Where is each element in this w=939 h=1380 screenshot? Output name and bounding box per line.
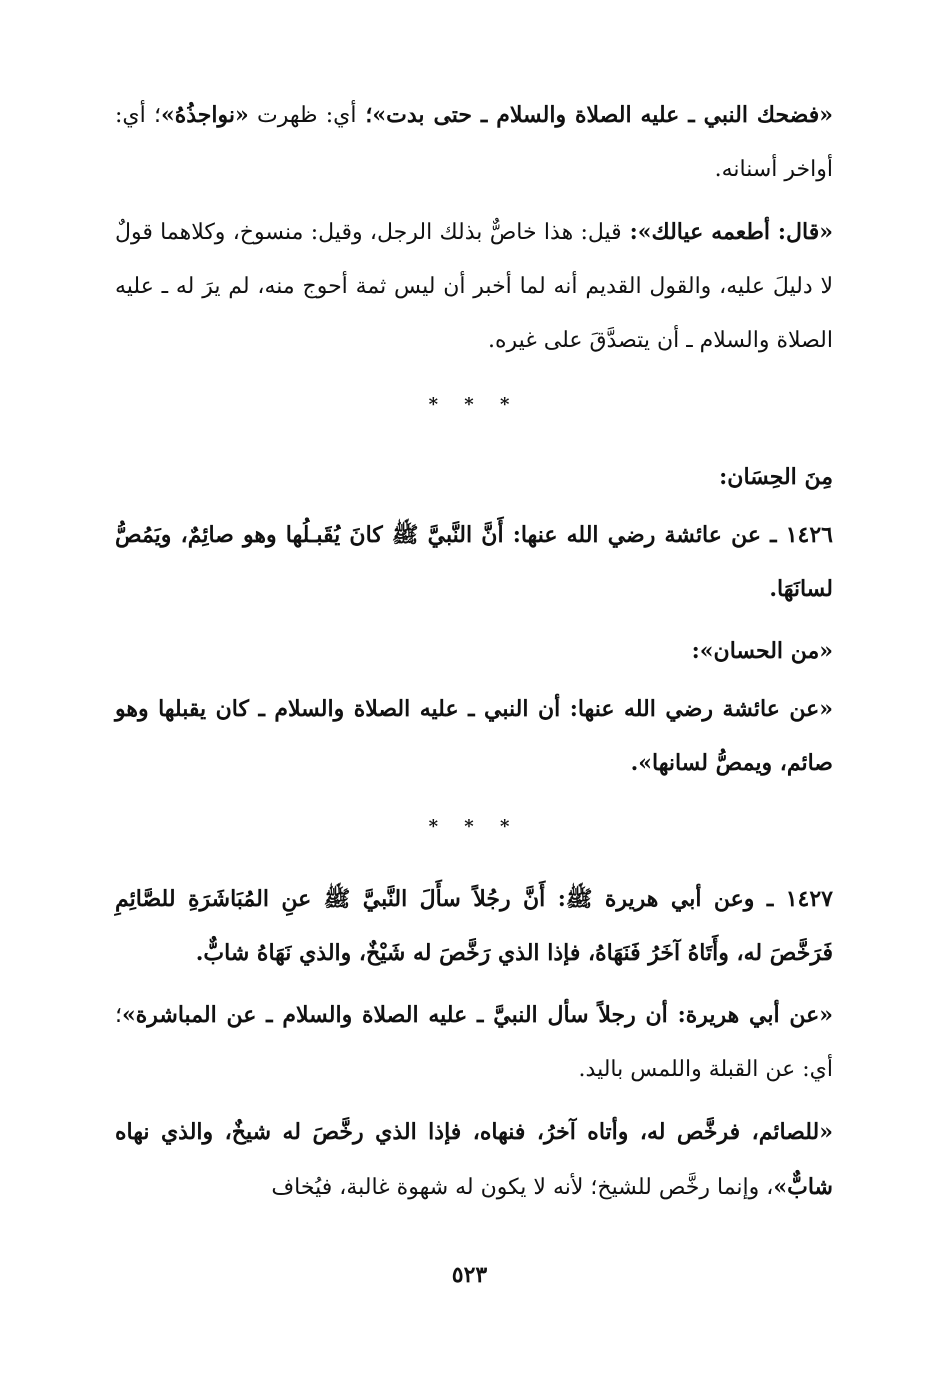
quote-text: «قال: أطعمه عيالك»: bbox=[621, 219, 834, 245]
paragraph-2 bbox=[115, 205, 833, 368]
commentary-heading: «من الحسان»: bbox=[691, 638, 833, 664]
page-body bbox=[115, 88, 833, 1223]
paragraph-1 bbox=[115, 88, 833, 197]
quote-text: «للصائم، فرخَّص له، وأتاه آخرُ، فنهاه، فإذا الذي رخَّصَ له شيخٌ، والذي نهاه شابٌّ» bbox=[115, 1119, 833, 1200]
section-separator: * * * bbox=[428, 394, 520, 415]
section-heading: مِنَ الحِسَان: bbox=[719, 464, 833, 490]
hadith-1426: ١٤٢٦ ـ عن عائشة رضي الله عنها: أَنَّ النَّبيَّ ﷺ كانَ يُقَبـلُها وهو صائِمٌ، ويَمُصُّ لسانَهَا. bbox=[115, 522, 833, 602]
commentary-1426: «عن عائشة رضي الله عنها: أن النبي ـ عليه الصلاة والسلام ـ كان يقبلها وهو صائم، ويمصُّ لسانها». bbox=[115, 696, 833, 776]
commentary-text: قيل: هذا خاصٌّ بذلك الرجل، وقيل: منسوخ، وكلاهما قولٌ لا دليلَ عليه، والقول القديم أنه لما أخبر أن ليس ثمة أحوج منه، لم يرَ له ـ عليه الصلاة والسلام ـ أن يتصدَّقَ على غيره. bbox=[115, 220, 833, 353]
commentary-text: ، وإنما رخَّص للشيخ؛ لأنه لا يكون له شهوة غالبة، فيُخاف bbox=[271, 1175, 774, 1200]
quote-text: «فضحك النبي ـ عليه الصلاة والسلام ـ حتى بدت»؛ bbox=[356, 102, 833, 128]
commentary-text: ؛ أي: أواخر أسنانه. bbox=[115, 103, 833, 182]
quote-text: «عن أبي هريرة: أن رجلاً سأل النبيَّ ـ عليه الصلاة والسلام ـ عن المباشرة» bbox=[122, 1002, 833, 1028]
commentary-1427-b bbox=[115, 1105, 833, 1215]
section-separator: * * * bbox=[428, 816, 520, 837]
page-number: ٥٢٣ bbox=[451, 1262, 488, 1288]
commentary-text: ؛ أي: عن القبلة واللمس باليد. bbox=[115, 1003, 833, 1082]
quote-text: «نواجذُهُ» bbox=[160, 102, 249, 128]
commentary-text: أي: ظهرت bbox=[248, 103, 357, 128]
commentary-1427-a bbox=[115, 988, 833, 1097]
hadith-1427: ١٤٢٧ ـ وعن أبي هريرة ﷺ: أَنَّ رجُلاً سأَلَ النَّبيَّ ﷺ عنِ المُبَاشَرَةِ للصَّائِمِ فَرَخَّصَ له، وأَتَاهُ آخَرُ فَنَهَاهُ، فإذا الذي رَخَّصَ له شَيْخٌ، والذي نَهَاهُ شابٌّ. bbox=[115, 886, 833, 966]
